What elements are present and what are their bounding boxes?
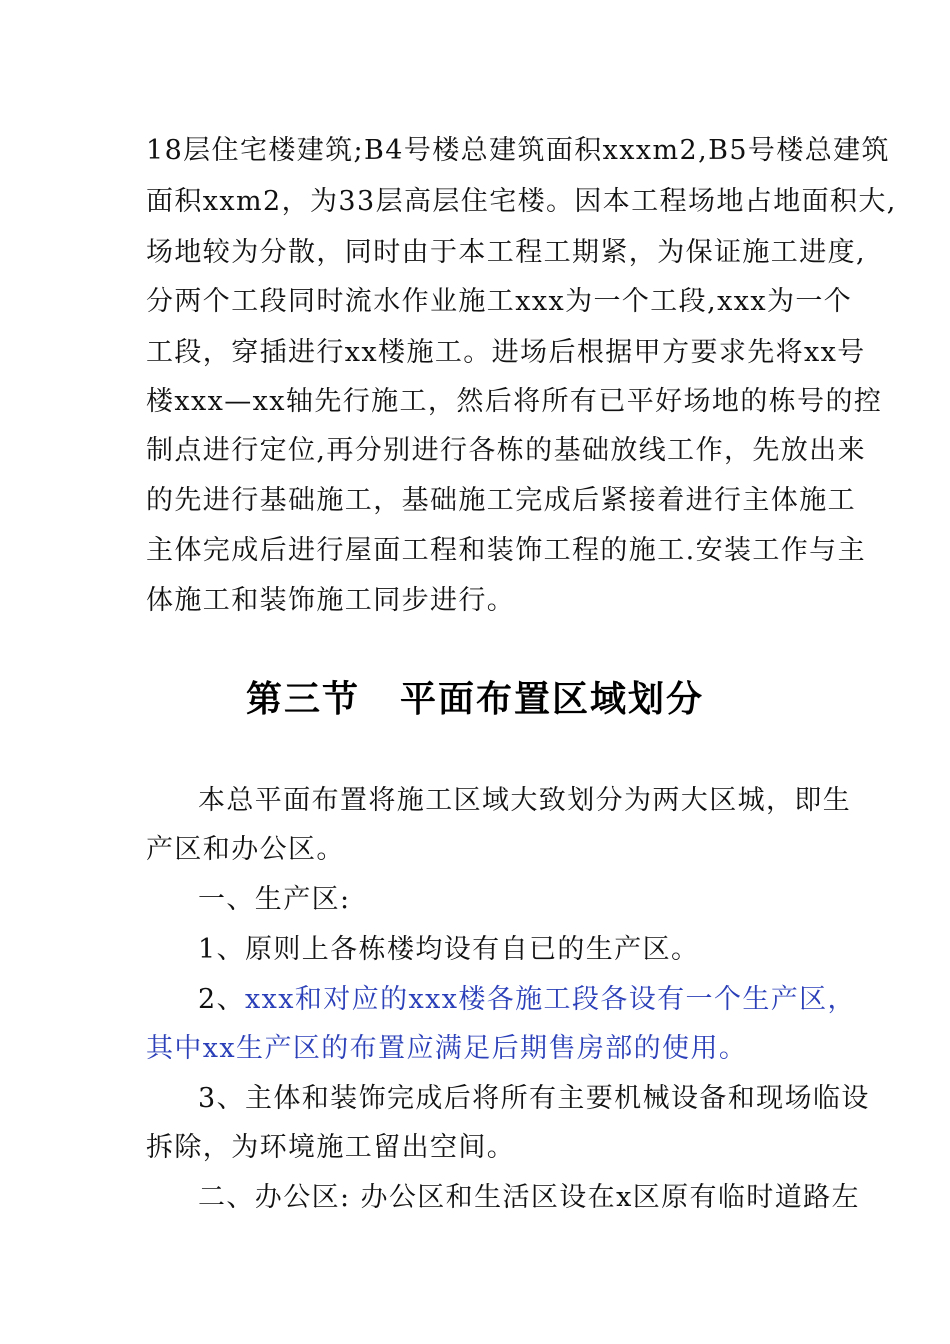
highlighted-text: 其中xx生产区的布置应满足后期售房部的使用。 bbox=[146, 1033, 748, 1064]
office-line: 二、办公区: 办公区和生活区设在x区原有临时道路左 bbox=[198, 1182, 860, 1213]
paragraph-line: 主体完成后进行屋面工程和装饰工程的施工.安装工作与主 bbox=[146, 535, 866, 566]
paragraph-line: 场地较为分散，同时由于本工程工期紧，为保证施工进度, bbox=[146, 237, 866, 268]
intro-line: 本总平面布置将施工区域大致划分为两大区城，即生 bbox=[198, 785, 852, 816]
production-item-1: 1、原则上各栋楼均设有自已的生产区。 bbox=[198, 934, 700, 965]
paragraph-line: 体施工和装饰施工同步进行。 bbox=[146, 585, 516, 616]
highlighted-text: xxx和对应的xxx楼各施工段各设有一个生产区， bbox=[244, 984, 856, 1015]
paragraph-line: 的先进行基础施工，基础施工完成后紧接着进行主体施工 bbox=[146, 485, 856, 516]
paragraph-line: 楼xxx—xx轴先行施工，然后将所有已平好场地的栋号的控 bbox=[146, 386, 883, 417]
production-item-3-cont: 拆除，为环境施工留出空间。 bbox=[146, 1132, 516, 1163]
item-number: 2、 bbox=[198, 984, 245, 1015]
section-heading bbox=[0, 678, 950, 722]
paragraph-line: 制点进行定位,再分别进行各栋的基础放线工作，先放出来 bbox=[146, 435, 866, 466]
paragraph-line: 面积xxm2，为33层高层住宅楼。因本工程场地占地面积大, bbox=[146, 186, 897, 217]
paragraph-line: 18层住宅楼建筑;B4号楼总建筑面积xxxm2,B5号楼总建筑 bbox=[146, 135, 890, 166]
production-item-3: 3、主体和装饰完成后将所有主要机械设备和现场临设 bbox=[198, 1083, 870, 1114]
section-number: 第三节 bbox=[245, 679, 360, 720]
paragraph-line: 工段，穿插进行xx楼施工。进场后根据甲方要求先将xx号 bbox=[146, 337, 866, 368]
production-heading: 一、生产区: bbox=[198, 884, 351, 915]
section-title: 平面布置区域划分 bbox=[400, 679, 705, 720]
paragraph-line: 分两个工段同时流水作业施工xxx为一个工段,xxx为一个 bbox=[146, 286, 853, 317]
intro-line: 产区和办公区。 bbox=[146, 834, 345, 865]
production-item-2 bbox=[198, 982, 856, 1018]
